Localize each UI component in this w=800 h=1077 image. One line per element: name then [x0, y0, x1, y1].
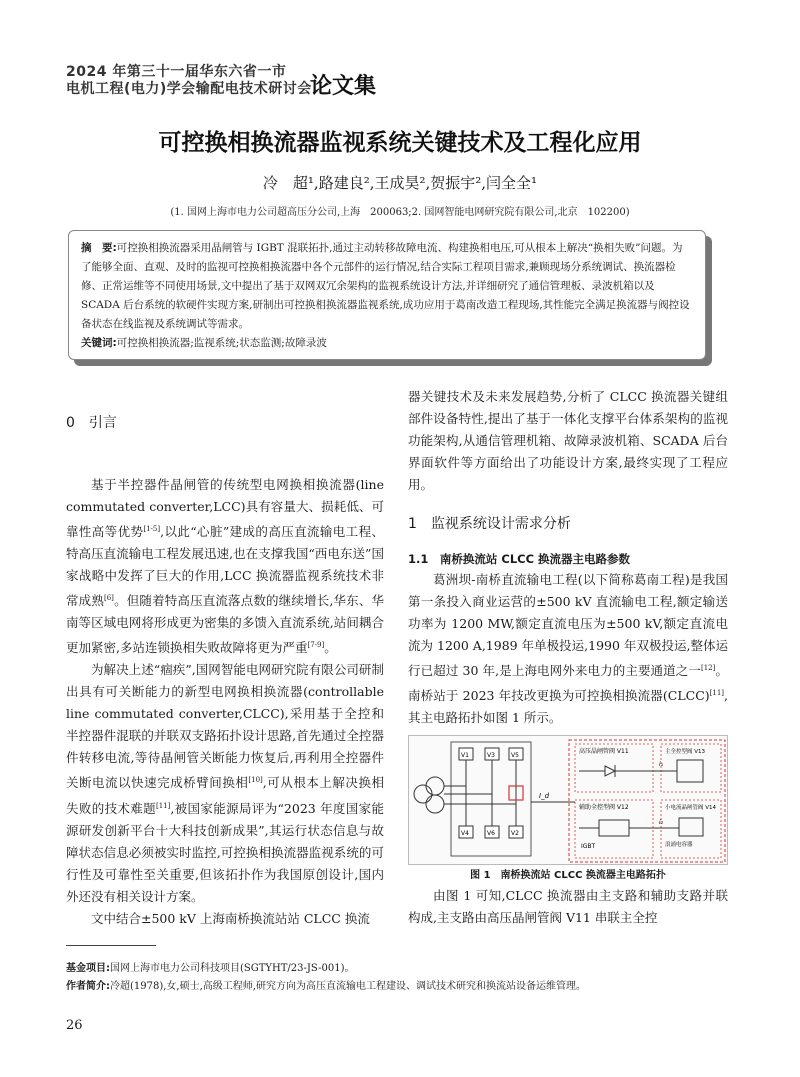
- footnote-rule: [66, 945, 156, 946]
- abstract-label: 摘 要:: [81, 242, 117, 254]
- abstract-text: 可控换相换流器采用晶闸管与 IGBT 混联拓扑,通过主动转移故障电流、构建换相电压,可从根本上解决“换相失败”问题。为了能够全面、直观、及时的监视可控换相换流器中各个元部件的运行情况,结合实际工程项目需求,兼顾现场分系统调试、换流器检修、正常运维等不同使用场景,文中提出了基于双网双冗余架构的监视系统设计方法,并详细研究了通信管理板、录波机箱以及 SCADA 后台系统的软硬件实现方案,研制出可控换相换流器监视系统,成功应用于葛南改造工程现场,其性能完全满足换流器与阀控设备状态在线监视及系统调试等需求。: [81, 242, 690, 330]
- text-run: 为解决上述“痼疾”,国网智能电网研究院有限公司研制出具有可关断能力的新型电网换相换流器(controllable line commutated converter,CLCC),采用基于全控和半控器件混联的并联双支路拓扑设计思路,首先通过全控器件转移电流,等待晶闸管关断能力恢复后,再利用全控器件关断电流以快速完成桥臂间换相: [66, 662, 384, 791]
- branch-label: 小电流晶闸管阀 V14: [665, 805, 717, 812]
- proceedings-header: [66, 64, 377, 99]
- intro-paragraph-1: [66, 474, 384, 659]
- section-0-heading: 0 引言: [66, 415, 117, 431]
- valve-label: V2: [511, 830, 519, 838]
- header-line-2: 电机工程(电力)学会输配电技术研讨会: [66, 81, 312, 97]
- section-1-1-heading: 1.1 南桥换流站 CLCC 换流器主电路参数: [408, 552, 631, 566]
- text-run: 基于半控器件晶闸管的传统型电网换相换流器(line commutated converter,LCC)具有容量大、损耗低、可靠性高等优势: [66, 477, 384, 540]
- text-run: ,被国家能源局评为“2023 年度国家能源研发创新平台十大科技创新成果”,其运行状态信息与故障状态信息必须被实时监控,可控换相换流器监视系统的可行性及可靠性至关重要,但该拓扑作为我国原创设计,国内外还没有相关设计方案。: [66, 800, 384, 904]
- right-column: [408, 386, 728, 929]
- valve-label: V3: [487, 752, 495, 760]
- author-bio-label: 作者简介:: [66, 981, 110, 992]
- section-1-heading: 1 监视系统设计需求分析: [408, 516, 571, 532]
- keywords-text: 可控换相换流器;监视系统;状态监测;故障录波: [116, 337, 327, 349]
- text-run: 。但随着特高压直流落点数的继续增长,华东、华南等区域电网将形成更为密集的多馈入直流系统,站间耦合更加紧密,多站连锁换相失败故障将更为严重: [66, 593, 384, 656]
- header-line-1: 2024 年第三十一届华东六省一市: [66, 64, 287, 80]
- branch-label: 高压晶闸管阀 V11: [579, 748, 629, 756]
- text-run: ,可从根本上解决换相失败的技术难题: [66, 775, 384, 816]
- text-run: 。南桥站于 2023 年技改更换为可控换相换流器(CLCC): [408, 663, 728, 704]
- author-list: 冷 超¹,路建良²,王成昊²,贺振宇²,闫全全¹: [262, 174, 538, 192]
- funding-text: 国网上海市电力公司科技项目(SGTYHT/23-JS-001)。: [110, 963, 355, 974]
- citation: [11]: [709, 689, 725, 698]
- abstract-paragraph: [81, 239, 693, 334]
- citation: [1-5]: [143, 525, 161, 533]
- citation: [6]: [104, 594, 114, 603]
- header-collection: 论文集: [310, 74, 377, 99]
- figure-1-caption: 图 1 南桥换流站 CLCC 换流器主电路拓扑: [470, 870, 666, 882]
- text-run: ,以此“心脏”建成的高压直流输电工程、特高压直流输电工程发展迅速,也在支撑我国“西电东送”国家战略中发挥了巨大的作用,LCC 换流器监视系统技术非常成熟: [66, 524, 384, 609]
- author-bio-text: 冷超(1978),女,硕士,高级工程师,研究方向为高压直流输电工程建设、调试技术研究和换流站设备运维管理。: [110, 981, 586, 992]
- citation: [10]: [248, 776, 263, 785]
- valve-label: V6: [487, 830, 495, 838]
- intro-paragraph-2: [66, 659, 384, 907]
- citation: [12]: [701, 664, 716, 672]
- circuit-diagram-svg: [409, 736, 729, 866]
- funding-label: 基金项目:: [66, 963, 110, 974]
- citation: [11]: [156, 801, 171, 810]
- keywords-label: 关键词:: [81, 337, 117, 349]
- section-1-1-paragraph-2: 由图 1 可知,CLCC 换流器由主支路和辅助支路并联构成,主支路由高压晶闸管阀 V11 串联主全控: [408, 888, 728, 926]
- funding-footnote: [66, 961, 354, 977]
- component-label: 浪涌电容器: [665, 842, 693, 849]
- valve-label: V5: [511, 752, 519, 760]
- citation: [7-9]: [307, 641, 325, 650]
- valve-label: V4: [461, 830, 469, 838]
- current-label: I_d: [539, 792, 550, 801]
- author-footnote: [66, 979, 734, 995]
- branch-label: 主全控型阀 V13: [665, 749, 706, 756]
- text-run: 葛洲坝-南桥直流输电工程(以下简称葛南工程)是我国第一条投入商业运营的±500 kV 直流输电工程,额定输送功率为 1200 MW,额定直流电压为±500 kV,额定直流电流为 1200 A,1989 年单极投运,1990 年双极投运,整体运行已超过 30 年,是上海电网外来电力的主要通道之一: [408, 572, 728, 679]
- page-number: 26: [66, 1018, 83, 1033]
- left-column: [66, 412, 384, 930]
- component-label: IGBT: [581, 843, 596, 851]
- text-run: 。: [324, 640, 337, 656]
- section-1-1-paragraph-1: [408, 569, 728, 729]
- abstract-box: [68, 230, 706, 360]
- paper-title: 可控换相换流器监视系统关键技术及工程化应用: [158, 130, 642, 156]
- intro-paragraph-3-continued: 器关键技术及未来发展趋势,分析了 CLCC 换流器关键组部件设备特性,提出了基于一体化支撑平台体系架构的监视功能架构,从通信管理机箱、故障录波机箱、SCADA 后台界面软件等方面给出了功能设计方案,最终实现了工程应用。: [408, 389, 728, 492]
- branch-label: 辅助全控型阀 V12: [579, 804, 629, 812]
- intro-paragraph-3: 文中结合±500 kV 上海南桥换流站站 CLCC 换流: [91, 910, 370, 926]
- current-label: i₂: [659, 819, 664, 827]
- figure-1-circuit-diagram: [408, 735, 728, 865]
- keywords-paragraph: [81, 334, 693, 353]
- current-label: i₁: [659, 761, 664, 769]
- affiliations: (1. 国网上海市电力公司超高压分公司,上海 200063;2. 国网智能电网研究院有限公司,北京 102200): [170, 207, 630, 218]
- valve-label: V1: [461, 752, 469, 760]
- text-run: ,其主电路拓扑如图 1 所示。: [408, 688, 728, 726]
